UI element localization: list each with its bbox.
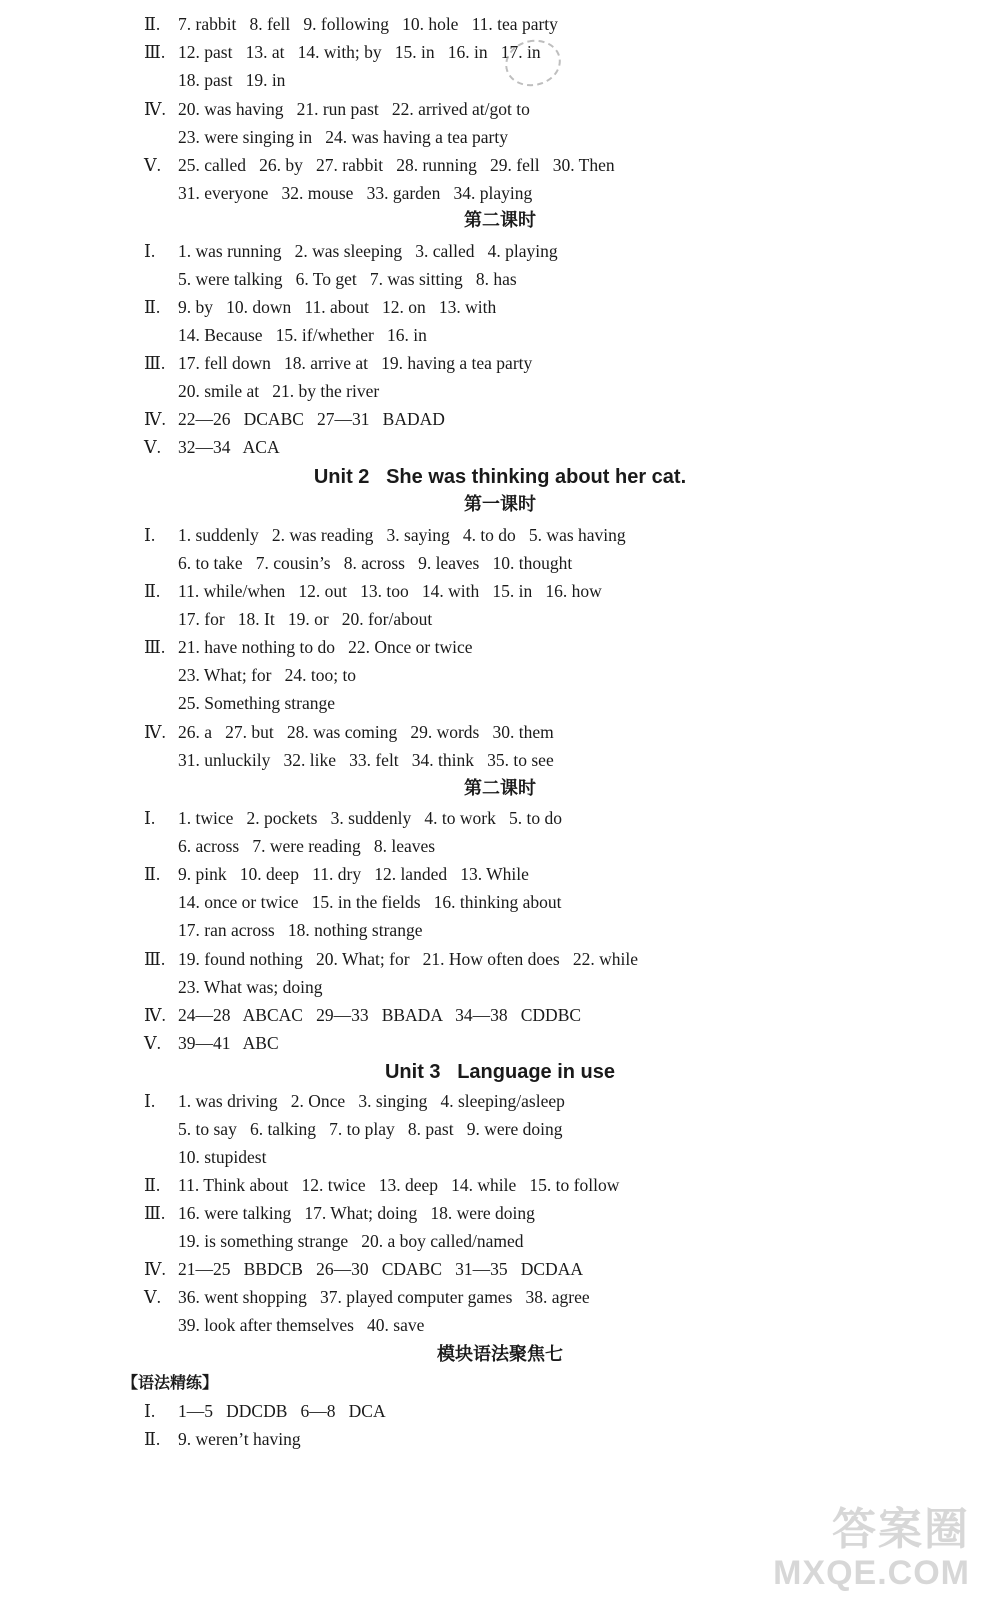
answer-text: 1—5 DDCDB 6—8 DCA: [178, 1401, 386, 1421]
answer-text: 5. were talking 6. To get 7. was sitting 8. has: [178, 269, 517, 289]
answer-line: [0, 1171, 1000, 1199]
section-numeral: Ⅴ.: [144, 437, 162, 457]
answer-text: 23. were singing in 24. was having a tea party: [178, 127, 508, 147]
section-numeral: Ⅰ.: [144, 808, 156, 828]
section-numeral: Ⅲ.: [144, 1203, 166, 1223]
answer-line: [0, 1227, 1000, 1255]
answer-text: 9. pink 10. deep 11. dry 12. landed 13. While: [178, 864, 529, 884]
answer-text: 6. to take 7. cousin’s 8. across 9. leaves 10. thought: [178, 553, 573, 573]
section-numeral: Ⅲ.: [144, 637, 166, 657]
answer-text: 19. found nothing 20. What; for 21. How often does 22. while: [178, 949, 638, 969]
section-numeral: Ⅴ.: [144, 1033, 162, 1053]
answer-text: 21—25 BBDCB 26—30 CDABC 31—35 DCDAA: [178, 1259, 583, 1279]
section-numeral: Ⅲ.: [144, 353, 166, 373]
answer-line: [0, 832, 1000, 860]
answer-line: [0, 1029, 1000, 1057]
answer-text: 36. went shopping 37. played computer games 38. agree: [178, 1287, 590, 1307]
answer-line: [0, 661, 1000, 689]
answer-text: 7. rabbit 8. fell 9. following 10. hole 11. tea party: [178, 14, 558, 34]
answer-line: [0, 746, 1000, 774]
answer-text: 31. everyone 32. mouse 33. garden 34. playing: [178, 183, 533, 203]
answer-text: 19. is something strange 20. a boy called/named: [178, 1231, 524, 1251]
section-heading: 第二课时: [464, 210, 536, 231]
answer-text: 23. What was; doing: [178, 977, 323, 997]
answer-line: [0, 1143, 1000, 1171]
answer-line: [0, 549, 1000, 577]
answer-line: [0, 1283, 1000, 1311]
answer-line: [0, 38, 1000, 66]
answer-text: 6. across 7. were reading 8. leaves: [178, 836, 436, 856]
watermark-en: MXQE.COM: [773, 1554, 970, 1592]
answer-line: [0, 1397, 1000, 1425]
answer-line: [0, 1115, 1000, 1143]
answer-text: 1. was driving 2. Once 3. singing 4. sleeping/asleep: [178, 1091, 565, 1111]
answer-text: 17. fell down 18. arrive at 19. having a tea party: [178, 353, 533, 373]
answer-line: [0, 804, 1000, 832]
section-numeral: Ⅰ.: [144, 525, 156, 545]
unit-title: Unit 3 Language in use: [384, 1061, 616, 1083]
section-heading: 第一课时: [464, 494, 536, 515]
section-numeral: Ⅴ.: [144, 155, 162, 175]
answer-line: [0, 123, 1000, 151]
answer-line: [0, 1199, 1000, 1227]
answer-line: [0, 633, 1000, 661]
answer-text: 17. ran across 18. nothing strange: [178, 920, 423, 940]
answer-text: 1. twice 2. pockets 3. suddenly 4. to work 5. to do: [178, 808, 562, 828]
answer-line: [0, 66, 1000, 94]
section-numeral: Ⅲ.: [144, 949, 166, 969]
answer-line: [0, 349, 1000, 377]
answer-line: [0, 689, 1000, 717]
answer-text: 12. past 13. at 14. with; by 15. in 16. in 17. in: [178, 42, 541, 62]
answer-line: [0, 605, 1000, 633]
section-heading: 第二课时: [464, 778, 536, 799]
answer-line: [0, 916, 1000, 944]
answer-line: [0, 718, 1000, 746]
section-heading: 模块语法聚焦七: [437, 1344, 563, 1365]
answer-text: 10. stupidest: [178, 1147, 267, 1167]
watermark-cn: 答案圈: [832, 1504, 970, 1555]
answer-line: [0, 10, 1000, 38]
section-numeral: Ⅰ.: [144, 1091, 156, 1111]
answer-text: 20. was having 21. run past 22. arrived at/got to: [178, 99, 530, 119]
unit-title: Unit 2 She was thinking about her cat.: [313, 466, 687, 488]
section-numeral: Ⅳ.: [144, 99, 166, 119]
answer-line: [0, 1087, 1000, 1115]
section-numeral: Ⅳ.: [144, 722, 166, 742]
section-numeral: Ⅴ.: [144, 1287, 162, 1307]
answer-line: [0, 151, 1000, 179]
answer-line: [0, 945, 1000, 973]
answer-text: 5. to say 6. talking 7. to play 8. past 9. were doing: [178, 1119, 563, 1139]
answer-line: [0, 237, 1000, 265]
answer-line: [0, 321, 1000, 349]
section-numeral: Ⅱ.: [144, 1175, 161, 1195]
answer-text: 1. suddenly 2. was reading 3. saying 4. to do 5. was having: [178, 525, 626, 545]
answer-text: 18. past 19. in: [178, 70, 286, 90]
answer-line: [0, 577, 1000, 605]
answer-line: [0, 860, 1000, 888]
answer-line: [0, 1311, 1000, 1339]
answer-line: [0, 265, 1000, 293]
answer-text: 16. were talking 17. What; doing 18. were doing: [178, 1203, 535, 1223]
answer-line: [0, 888, 1000, 916]
section-numeral: Ⅱ.: [144, 581, 161, 601]
answer-text: 11. while/when 12. out 13. too 14. with 15. in 16. how: [178, 581, 602, 601]
section-numeral: Ⅱ.: [144, 297, 161, 317]
answer-text: 24—28 ABCAC 29—33 BBADA 34—38 CDDBC: [178, 1005, 582, 1025]
answer-text: 20. smile at 21. by the river: [178, 381, 380, 401]
section-numeral: Ⅰ.: [144, 1401, 156, 1421]
answer-text: 26. a 27. but 28. was coming 29. words 30. them: [178, 722, 554, 742]
practice-tag: 【语法精练】: [122, 1373, 219, 1392]
answer-line: [0, 521, 1000, 549]
answer-line: [0, 1255, 1000, 1283]
answer-line: [0, 1001, 1000, 1029]
answer-text: 9. weren’t having: [178, 1429, 301, 1449]
answer-text: 25. Something strange: [178, 693, 335, 713]
answer-text: 14. Because 15. if/whether 16. in: [178, 325, 427, 345]
answer-text: 21. have nothing to do 22. Once or twice: [178, 637, 473, 657]
answer-line: [0, 377, 1000, 405]
answer-line: [0, 1425, 1000, 1453]
answer-text: 1. was running 2. was sleeping 3. called 4. playing: [178, 241, 558, 261]
answer-text: 39—41 ABC: [178, 1033, 279, 1053]
section-numeral: Ⅲ.: [144, 42, 166, 62]
answer-text: 31. unluckily 32. like 33. felt 34. think 35. to see: [178, 750, 554, 770]
answer-text: 11. Think about 12. twice 13. deep 14. while 15. to follow: [178, 1175, 620, 1195]
answer-text: 17. for 18. It 19. or 20. for/about: [178, 609, 433, 629]
answer-line: [0, 405, 1000, 433]
answer-line: [0, 95, 1000, 123]
answer-text: 23. What; for 24. too; to: [178, 665, 357, 685]
answer-text: 9. by 10. down 11. about 12. on 13. with: [178, 297, 497, 317]
section-numeral: Ⅰ.: [144, 241, 156, 261]
answer-text: 39. look after themselves 40. save: [178, 1315, 425, 1335]
section-numeral: Ⅱ.: [144, 1429, 161, 1449]
section-numeral: Ⅳ.: [144, 1005, 166, 1025]
answer-line: [0, 179, 1000, 207]
answer-line: [0, 433, 1000, 461]
answer-text: 25. called 26. by 27. rabbit 28. running 29. fell 30. Then: [178, 155, 615, 175]
section-numeral: Ⅳ.: [144, 409, 166, 429]
watermark-logo: [773, 1506, 970, 1592]
answer-text: 32—34 ACA: [178, 437, 280, 457]
section-numeral: Ⅳ.: [144, 1259, 166, 1279]
answer-text: 22—26 DCABC 27—31 BADAD: [178, 409, 445, 429]
answer-line: [0, 293, 1000, 321]
answer-line: [0, 973, 1000, 1001]
answer-text: 14. once or twice 15. in the fields 16. thinking about: [178, 892, 562, 912]
section-numeral: Ⅱ.: [144, 864, 161, 884]
section-numeral: Ⅱ.: [144, 14, 161, 34]
